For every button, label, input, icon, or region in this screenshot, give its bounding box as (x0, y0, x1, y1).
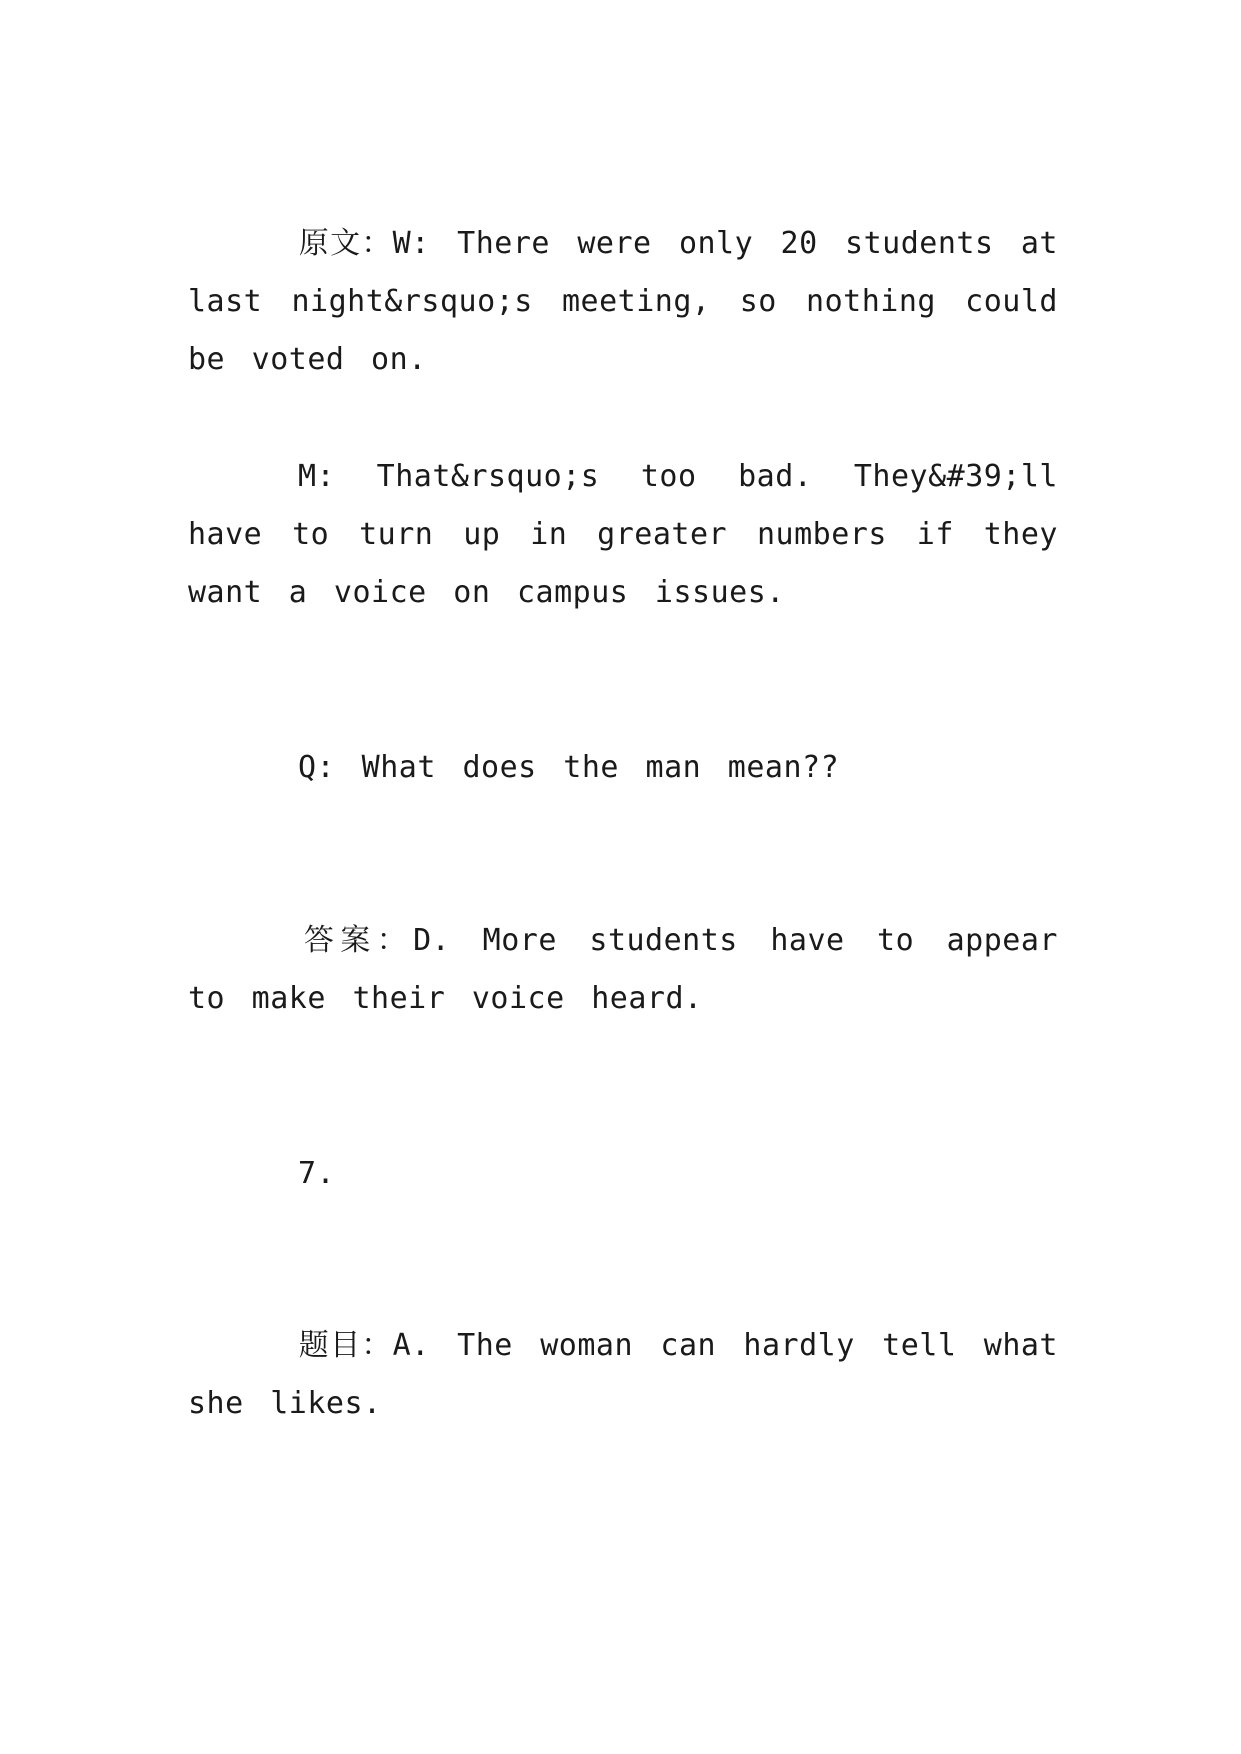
paragraph-text: 原文：W: There were only 20 students at last night&rsquo;s meeting, so nothing could be voted on. (188, 226, 1058, 377)
option-paragraph (188, 1317, 1058, 1433)
paragraph-text: 题目：A. The woman can hardly tell what she likes. (188, 1328, 1058, 1421)
answer-paragraph (188, 912, 1058, 1028)
paragraph-text: Q: What does the man mean?? (298, 750, 840, 785)
question-paragraph (188, 739, 1058, 797)
paragraph-text: 7. (298, 1156, 336, 1191)
paragraph-text: 答案：D. More students have to appear to make their voice heard. (188, 923, 1058, 1016)
transcript-woman-paragraph (188, 215, 1058, 389)
item-number-paragraph (188, 1145, 1058, 1203)
transcript-man-paragraph (188, 448, 1058, 622)
paragraph-text: M: That&rsquo;s too bad. They&#39;ll have to turn up in greater numbers if they want a voice on campus issues. (188, 459, 1058, 610)
